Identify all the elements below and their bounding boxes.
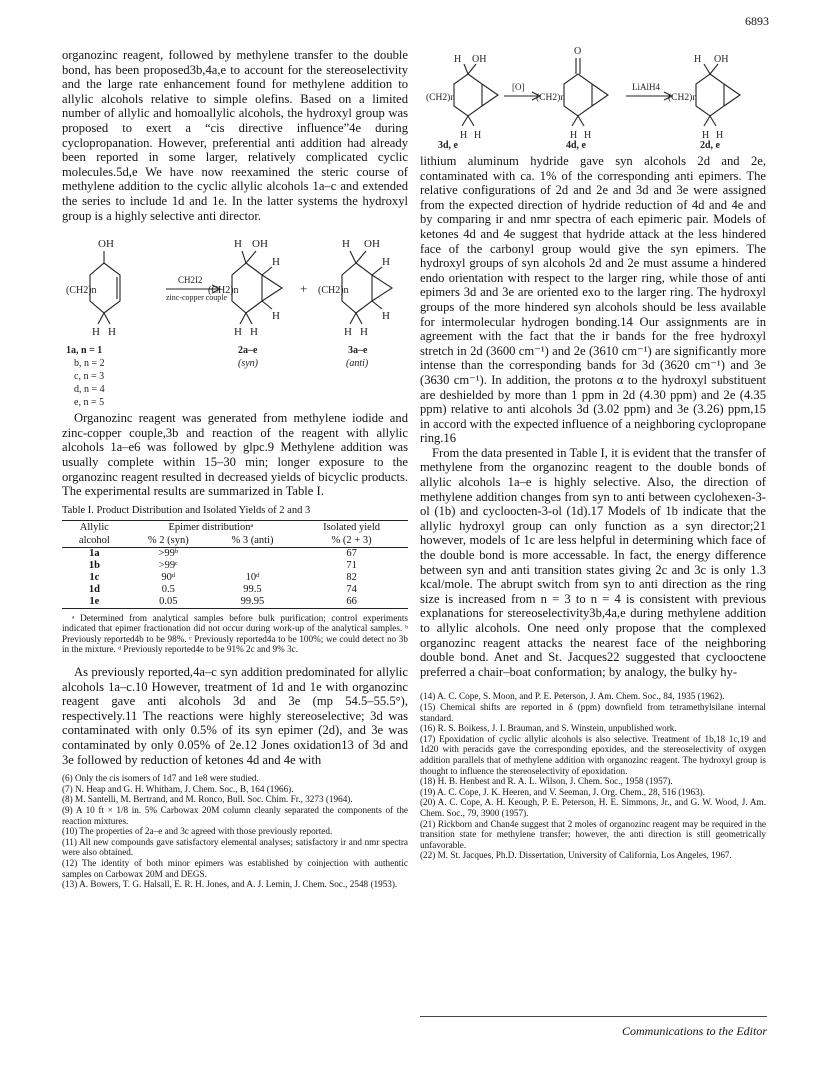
footnote: (20) A. C. Cope, A. H. Keough, P. E. Peterson, H. E. Simmons, Jr., and G. W. Wood, J. Am. Chem. Soc., 79, 3900 (1957). bbox=[420, 797, 766, 818]
footnote: (8) M. Santelli, M. Bertrand, and M. Ronco, Bull. Soc. Chim. Fr., 3273 (1964). bbox=[62, 794, 353, 805]
label-1e: e, n = 5 bbox=[74, 397, 105, 409]
arrow1-label: [O] bbox=[512, 82, 525, 92]
table-row bbox=[62, 596, 408, 609]
cell-anti: 10ᵈ bbox=[245, 571, 260, 583]
ring-label-a: (CH2)n bbox=[426, 93, 456, 103]
oh-label-a: OH bbox=[472, 54, 487, 65]
label-2: 2a–e bbox=[238, 345, 258, 357]
cell-yield: 67 bbox=[346, 547, 357, 559]
ring-label-3: (CH2)n bbox=[318, 285, 349, 297]
footnote: (22) M. St. Jacques, Ph.D. Dissertation, University of California, Los Angeles, 1967. bbox=[420, 850, 732, 861]
left-paragraph-3: As previously reported,4a–c syn addition predominated for allylic alcohols 1a–c.10 However, treatment of 1d and 1e with organozinc reagent gave anti alcohols 3d and 3e (mp 54.5–55.5°), respectively.11 The reactions were highly stereoselective; 3d was contaminated with only 0.5% of its syn epimer (2d), and 3e was contaminated by only 0.05% of 2e.12 Jones oxidation13 of 3d and 3e followed by reduction of ketones 4d and 4e with bbox=[62, 665, 408, 767]
label-1a: 1a, n = 1 bbox=[66, 345, 103, 357]
left-paragraph-1: organozinc reagent, followed by methylene transfer to the double bond, has been proposed3b,4a,e to account for the stereoselectivity and the large rate enhancement found for methylene addition to allylic alcohols relative to simple olefins. Based on a limited number of allylic and homoallylic alcohols, the hydroxyl group was proposed to exert a “cis directive influence”4e during cyclopropanation. However, preferential anti addition had already been reported in some larger, relatively complicated cyclic molecules.5d,e We have now reexamined the steric course of methylene addition to the cyclic allylic alcohols 1a–c and extended the series to include 1d and 1e. In the latter systems the hydroxyl group is a highly selective anti director. bbox=[62, 48, 408, 223]
right-column bbox=[420, 44, 766, 861]
table-row bbox=[62, 560, 408, 572]
right-footnotes bbox=[420, 691, 766, 861]
right-paragraph-2: From the data presented in Table I, it is evident that the transfer of methylene from the organozinc reagent to the double bonds of allylic alcohols 1a–e is highly selective. Also, the direction of methylene addition changes from syn to anti between cyclohexen-3-ol (1b) and cycloocten-3-ol (1d).17 Models of 1b indicate that the allylic hydroxyl group can only function as a syn director;21 however, models of 1c are less helpful in determining which face of the double bond is more accessable. In fact, the energy difference between syn and anti transition states giving 2c and 3c is only 1.3 kcal/mole. The abrupt switch from syn to anti direction as the ring size is increased from n = 3 to n = 4 is consistent with previous explanations for stereoselectivity3b,4a,e during methylene addition to allylic alcohols. One need only propose that the complexed organozinc reagent attacks the nearest face of the neighboring double bond. Anet and St. Jacques22 suggested that cyclooctene preferred a chair–boat conformation; by analogy, the bulky hy- bbox=[420, 445, 766, 679]
oh-label-2: OH bbox=[252, 238, 268, 251]
col-head-isolated: Isolated yield bbox=[295, 520, 408, 534]
scheme-1-drawing bbox=[62, 229, 408, 411]
footnote: (14) A. C. Cope, S. Moon, and P. E. Peterson, J. Am. Chem. Soc., 84, 1935 (1962). bbox=[420, 691, 725, 702]
page-number: 6893 bbox=[745, 14, 769, 28]
h-label-c: H bbox=[474, 130, 482, 141]
h-label-3b: H bbox=[382, 256, 390, 269]
cell-syn: 0.5 bbox=[161, 583, 175, 595]
cell-anti bbox=[210, 547, 295, 560]
footnote: (7) N. Heap and G. H. Whitham, J. Chem. Soc., B, 164 (1966). bbox=[62, 783, 294, 794]
footnote: (10) The properties of 2a–e and 3c agreed with those previously reported. bbox=[62, 826, 333, 837]
reagent-bottom: zinc-copper couple bbox=[166, 293, 228, 303]
cell-syn: >99ᶜ bbox=[158, 559, 178, 571]
h-label-2b: H bbox=[272, 256, 280, 269]
left-column bbox=[62, 48, 408, 890]
label-3: 3a–e bbox=[348, 345, 368, 357]
col-head-alcohol: alcohol bbox=[62, 534, 127, 548]
compound-label-2de: 2d, e bbox=[700, 140, 720, 150]
ring-label-b: (CH2)n bbox=[536, 93, 566, 103]
scheme-2-drawing bbox=[420, 44, 766, 150]
cell-anti bbox=[210, 560, 295, 572]
h-label-g: H bbox=[702, 130, 710, 141]
label-2-sub: (syn) bbox=[238, 358, 258, 370]
col-head-syn: % 2 (syn) bbox=[127, 534, 210, 548]
table-row bbox=[62, 572, 408, 584]
cell-anti: 99.5 bbox=[243, 583, 262, 595]
cell-alcohol: 1d bbox=[88, 583, 100, 595]
ring-label-2: (CH2)n bbox=[208, 285, 239, 297]
table-caption: Table I. Product Distribution and Isolated Yields of 2 and 3 bbox=[62, 504, 311, 516]
left-paragraph-2: Organozinc reagent was generated from methylene iodide and zinc-copper couple,3b and reaction of the reagent with allylic alcohols 1a–e6 was followed by glpc.9 Methylene addition was usually complete within 15–30 min; longer exposure to the organozinc reagent resulted in decreased yields of bicyclic products. The experimental results are summarized in Table I. bbox=[62, 411, 408, 499]
label-1d: d, n = 4 bbox=[74, 384, 105, 396]
footnote: (15) Chemical shifts are reported in δ (ppm) downfield from tetramethylsilane internal standard. bbox=[420, 701, 766, 723]
compound-label-3de: 3d, e bbox=[438, 140, 458, 150]
footnote: (13) A. Bowers, T. G. Halsall, E. R. H. Jones, and A. J. Lemin, J. Chem. Soc., 2548 (1953). bbox=[62, 879, 398, 890]
arrow2-label: LiAlH4 bbox=[632, 82, 660, 92]
h-label-f: H bbox=[694, 54, 702, 65]
footnote: (12) The identity of both minor epimers was established by coinjection with authentic samples on Carbowax 20M and DEGS. bbox=[62, 857, 408, 879]
reagent-top: CH2I2 bbox=[178, 275, 203, 286]
footnote: (11) All new compounds gave satisfactory elemental analyses; satisfactory ir and nmr spectra were also obtained. bbox=[62, 836, 408, 858]
table-row bbox=[62, 584, 408, 596]
oh-label-3: OH bbox=[364, 238, 380, 251]
col-head-yield: % (2 + 3) bbox=[295, 534, 408, 548]
footnote: (18) H. B. Henbest and R. A. L. Wilson, J. Chem. Soc., 1958 (1957). bbox=[420, 776, 673, 787]
col-head-anti: % 3 (anti) bbox=[210, 534, 295, 548]
table-notes: ᵃ Determined from analytical samples before bulk purification; control experiments indicated that epimer fractionation did not occur during work-up of the analytical samples. ᵇ Previously reported4b to be 98%. ᶜ Previously reported4a to be 100%; we could detect no 3b in the mixture. ᵈ Previously reported4e to be 91% 2c and 9% 3c. bbox=[62, 612, 408, 655]
cell-syn: >99ᵇ bbox=[158, 547, 179, 559]
h-label-b: H bbox=[460, 130, 468, 141]
col-head-epimer: Epimer distributionᵃ bbox=[127, 520, 295, 534]
cell-yield: 66 bbox=[295, 596, 408, 609]
cell-anti: 99.95 bbox=[210, 596, 295, 609]
cell-alcohol: 1e bbox=[62, 596, 127, 609]
col-head-allylic: Allylic bbox=[62, 520, 127, 534]
reaction-scheme-2 bbox=[420, 44, 766, 150]
right-paragraph-1: lithium aluminum hydride gave syn alcohols 2d and 2e, contaminated with ca. 1% of the corresponding anti epimers. The relative configurations of 2d and 2e and 3d and 3e were assigned from the expected direction of hydride reduction of 4d and 4e and by comparing ir and nmr spectra of each epimeric pair. Models of ketones 4d and 4e suggest that hydride attack at the less hindered face of the carbonyl group would give the syn epimers. The hydroxyl groups of syn alcohols 2d and 2e must assume a hindered endo orientation with respect to the larger ring, while those of anti epimers 3d and 3e are oriented exo to the larger ring. The hydroxyl groups of the more hindered syn alcohols should be less available for intermolecular hydrogen bonding.14 Our assignments are in agreement with the fact that the ir bands for the free hydroxyl stretch in 2d (3600 cm⁻¹) and 2e (3610 cm⁻¹) are significantly more intense than the corresponding bands for 3d (3620 cm⁻¹) and 3e (3630 cm⁻¹). In addition, the protons α to the hydroxyl substituent are deshielded by more than 1 ppm in 2d (4.30 ppm) and 2e (4.35 ppm) relative to anti alcohols 3d (3.02 ppm) and 3e (3.26) ppm,15 in accord with the expected influence of a neighboring cyclopropane ring.16 bbox=[420, 154, 766, 446]
h-label-3e: H bbox=[360, 326, 368, 339]
footnote: (16) R. S. Boikess, J. I. Brauman, and S. Winstein, unpublished work. bbox=[420, 723, 677, 734]
cell-yield: 71 bbox=[346, 559, 357, 571]
o-label: O bbox=[574, 46, 582, 57]
h-label-2a: H bbox=[234, 238, 242, 251]
label-1b: b, n = 2 bbox=[74, 358, 105, 370]
footnote: (21) Rickborn and Chan4e suggest that 2 moles of organozinc reagent may be required in the transition state for methylene transfer; however, the anti direction is still geometrically unfavorable. bbox=[420, 818, 766, 850]
h-label-2e: H bbox=[250, 326, 258, 339]
footnote: (9) A 10 ft × 1/8 in. 5% Carbowax 20M column cleanly separated the components of the reaction mixtures. bbox=[62, 805, 408, 826]
footnote: (19) A. C. Cope, J. K. Heeren, and V. Seeman, J. Org. Chem., 28, 516 (1963). bbox=[420, 786, 706, 797]
cell-alcohol: 1a bbox=[89, 547, 100, 559]
results-table bbox=[62, 520, 408, 609]
reaction-scheme-1 bbox=[62, 229, 408, 411]
cell-alcohol: 1b bbox=[88, 559, 100, 571]
cell-syn: 90ᵈ bbox=[161, 571, 176, 583]
h-label-a: H bbox=[454, 54, 462, 65]
h-label-3a: H bbox=[342, 238, 350, 251]
ring-label-1: (CH2)n bbox=[66, 285, 97, 297]
h-label-e: H bbox=[584, 130, 592, 141]
h-label-3c: H bbox=[382, 310, 390, 323]
ring-label-c: (CH2)n bbox=[668, 93, 698, 103]
h-label-h: H bbox=[716, 130, 724, 141]
oh-label-1: OH bbox=[98, 238, 114, 251]
cell-yield: 74 bbox=[346, 583, 357, 595]
table-row bbox=[62, 547, 408, 560]
footer-rule bbox=[420, 1016, 767, 1017]
h-label-d: H bbox=[570, 130, 578, 141]
plus-sign: + bbox=[300, 281, 308, 297]
h-label-2d: H bbox=[234, 326, 242, 339]
h-label-3d: H bbox=[344, 326, 352, 339]
footnote: (6) Only the cis isomers of 1d7 and 1e8 were studied. bbox=[62, 773, 259, 784]
footnote: (17) Epoxidation of cyclic allylic alcohols is also selective. Treatment of 1b,18 1c,19 and 1d20 with peracids gave the corresponding epoxides, and the stereoselectivity of oxygen addition parallels that of methylene addition with organozinc reagent. The hydroxyl group is thought to influence the stereoselectivity of epoxidation. bbox=[420, 733, 766, 776]
h-label-1b: H bbox=[108, 326, 116, 339]
h-label-1a: H bbox=[92, 326, 100, 339]
label-1c: c, n = 3 bbox=[74, 371, 105, 383]
section-footer: Communications to the Editor bbox=[622, 1024, 767, 1038]
cell-syn: 0.05 bbox=[127, 596, 210, 609]
cell-alcohol: 1c bbox=[89, 571, 100, 583]
cell-yield: 82 bbox=[346, 571, 357, 583]
oh-label-b: OH bbox=[714, 54, 729, 65]
left-footnotes bbox=[62, 773, 408, 890]
label-3-sub: (anti) bbox=[346, 358, 369, 370]
compound-label-4de: 4d, e bbox=[566, 140, 586, 150]
h-label-2c: H bbox=[272, 310, 280, 323]
